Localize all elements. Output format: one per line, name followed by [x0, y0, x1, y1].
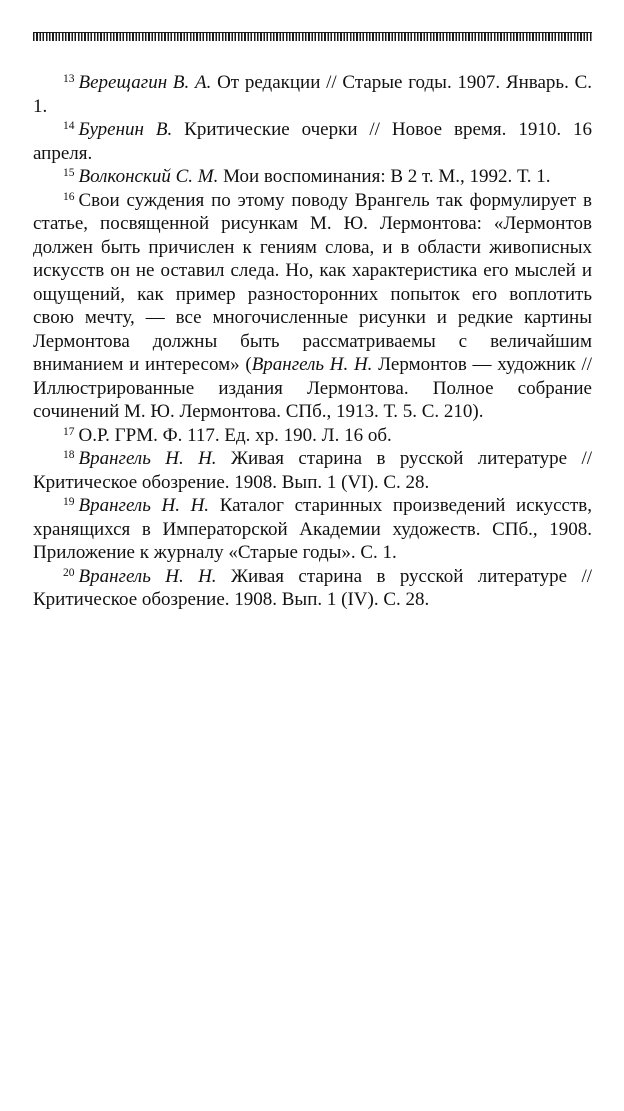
footnote-number: 17	[63, 425, 75, 438]
footnote-16	[33, 189, 592, 424]
footnote-text: Свои суждения по этому поводу Врангель так формулирует в статье, посвященной рисункам М. Ю. Лермонтова: «Лермонтов должен быть причислен к гениям слова, и в области живописных искусств он не оставил следа. Но, как характеристика его мыслей и ощущений, как пример разносторонних попыток его воплотить свою мечту, — все многочисленные рисунки и редкие картины Лермонтова должны быть рассматриваемы с величайшим вниманием и интересом» (	[33, 189, 592, 375]
footnote-number: 14	[63, 120, 75, 132]
top-decorative-rule	[33, 32, 592, 41]
footnote-number: 16	[63, 190, 75, 203]
footnote-author: Верещагин В. А.	[78, 72, 212, 93]
footnote-text: Критические очерки // Новое время. 1910. 16 апреля.	[33, 119, 593, 164]
footnote-13	[33, 71, 592, 118]
footnote-20	[33, 565, 592, 612]
footnote-number: 15	[63, 167, 75, 179]
footnote-author: Волконский С. М.	[78, 166, 219, 187]
footnote-author: Врангель Н. Н.	[78, 565, 217, 587]
footnote-15	[33, 165, 592, 189]
footnote-author: Буренин В.	[78, 119, 173, 140]
footnote-text: Живая старина в русской литературе // Критическое обозрение. 1908. Вып. 1 (VI). С. 28.	[33, 448, 592, 493]
footnote-text: Каталог старинных произведений искусств, хранящихся в Императорской Академии художеств. СПб., 1908. Приложение к журналу «Старые годы». С. 1.	[33, 495, 593, 563]
footnote-text: От редакции // Старые годы. 1907. Январь. С. 1.	[33, 72, 592, 117]
footnote-author: Врангель Н. Н.	[78, 448, 217, 469]
footnote-number: 18	[63, 449, 75, 461]
footnote-14	[33, 118, 592, 165]
footnote-author: Врангель Н. Н.	[78, 495, 210, 516]
footnote-17	[33, 424, 592, 448]
footnote-number: 20	[63, 566, 75, 579]
footnote-18	[33, 447, 592, 494]
footnote-text: О.Р. ГРМ. Ф. 117. Ед. хр. 190. Л. 16 об.	[78, 424, 392, 446]
footnote-text: Мои воспоминания: В 2 т. М., 1992. Т. 1.	[223, 166, 551, 187]
footnotes-list	[33, 71, 592, 612]
footnote-text: Живая старина в русской литературе // Критическое обозрение. 1908. Вып. 1 (IV). С. 28.	[33, 565, 592, 610]
footnote-19	[33, 494, 592, 565]
footnote-number: 19	[63, 496, 75, 508]
footnote-number: 13	[63, 73, 75, 85]
footnote-author: Врангель Н. Н.	[251, 354, 373, 375]
footnote-text-continued: Лермонтов — художник // Иллюстрированные издания Лермонтова. Полное собрание сочинений М. Ю. Лермонтова. СПб., 1913. Т. 5. С. 210).	[33, 354, 593, 422]
